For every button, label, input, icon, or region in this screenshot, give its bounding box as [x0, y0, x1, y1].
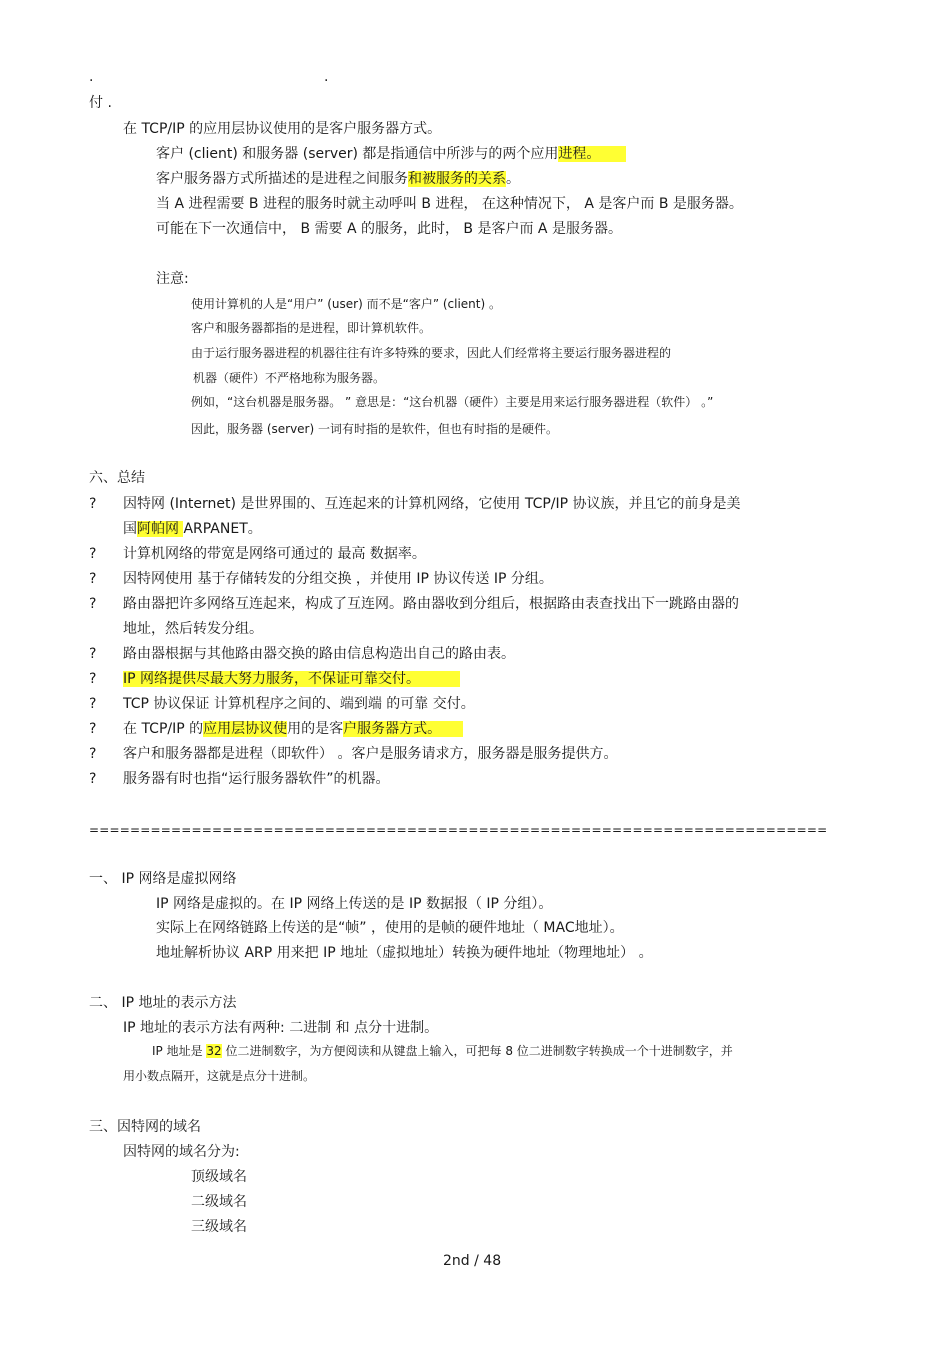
text-run: IP 地址是: [152, 1044, 207, 1058]
bullet-marker: ?: [89, 596, 97, 612]
text-run: 在 TCP/IP 的: [123, 721, 204, 737]
section-title: 六、总结: [89, 470, 145, 486]
bullet-text: TCP 协议保证 计算机程序之间的、端到端 的可靠 交付。: [123, 696, 475, 712]
note-line: 例如，“这台机器是服务器。 ” 意思是：“这台机器（硬件）主要是用来运行服务器进程（软件） 。”: [191, 395, 714, 409]
bullet-text: 地址，然后转发分组。: [123, 621, 263, 637]
text-run: 国: [123, 521, 137, 537]
note-line: 机器（硬件）不严格地称为服务器。: [193, 371, 386, 385]
domain-level: 三级域名: [191, 1219, 247, 1235]
text-run: 。: [506, 171, 520, 187]
bullet-marker: ?: [89, 571, 97, 587]
bullet-marker: ?: [89, 671, 97, 687]
header-dot-left: .: [89, 69, 94, 85]
divider-line: ========================================================================: [89, 823, 828, 837]
note-title: 注意:: [156, 271, 189, 287]
header-dot-right: .: [324, 69, 329, 85]
bullet-text: [123, 670, 460, 688]
note-line: 因此，服务器 (server) 一词有时指的是软件，但也有时指的是硬件。: [191, 422, 558, 436]
section-title: 二、 IP 地址的表示方法: [89, 995, 237, 1011]
paragraph-line: [152, 1043, 733, 1059]
paragraph-line: 在 TCP/IP 的应用层协议使用的是客户服务器方式。: [123, 121, 442, 137]
bullet-text: 路由器把许多网络互连起来，构成了互连网。路由器收到分组后，根据路由表查找出下一跳路由器的: [123, 596, 739, 612]
fragment-text: 付 .: [89, 95, 112, 111]
paragraph-line: 实际上在网络链路上传送的是“帧” ，使用的是帧的硬件地址（ MAC地址）。: [156, 920, 624, 936]
note-line: 使用计算机的人是“用户” (user) 而不是“客户” (client) 。: [191, 297, 501, 311]
paragraph-line: [156, 170, 520, 188]
highlighted-text: 户服务器方式。: [343, 721, 463, 737]
highlighted-text: 阿帕网: [137, 521, 184, 537]
highlighted-text: IP 网络提供尽最大努力服务，不保证可靠交付。: [123, 671, 460, 687]
highlighted-text: 和被服务的关系: [408, 171, 506, 187]
paragraph-line: 地址解析协议 ARP 用来把 IP 地址（虚拟地址）转换为硬件地址（物理地址） 。: [156, 945, 653, 961]
domain-level: 二级域名: [191, 1194, 247, 1210]
section-title: 三、因特网的域名: [89, 1119, 201, 1135]
paragraph-line: 当 A 进程需要 B 进程的服务时就主动呼叫 B 进程， 在这种情况下， A 是客户而 B 是服务器。: [156, 196, 743, 212]
bullet-marker: ?: [89, 696, 97, 712]
paragraph-line: 用小数点隔开，这就是点分十进制。: [123, 1069, 316, 1083]
bullet-text: 客户和服务器都是进程（即软件） 。客户是服务请求方，服务器是服务提供方。: [123, 746, 618, 762]
section-title: 一、 IP 网络是虚拟网络: [89, 871, 237, 887]
text-run: 客户 (client) 和服务器 (server) 都是指通信中所涉与的两个应用: [156, 146, 559, 162]
bullet-marker: ?: [89, 496, 97, 512]
highlighted-text: 应用层协议使: [203, 721, 288, 737]
bullet-text: 因特网使用 基于存储转发的分组交换 ，并使用 IP 协议传送 IP 分组。: [123, 571, 553, 587]
note-line: 客户和服务器都指的是进程，即计算机软件。: [191, 321, 432, 335]
paragraph-line: 因特网的域名分为:: [123, 1144, 240, 1160]
page-number: 2nd / 48: [443, 1253, 502, 1269]
note-line: 由于运行服务器进程的机器往往有许多特殊的要求，因此人们经常将主要运行服务器进程的: [191, 346, 672, 360]
bullet-text: 服务器有时也指“运行服务器软件”的机器。: [123, 771, 390, 787]
text-run: 客户服务器方式所描述的是进程之间服务: [156, 171, 408, 187]
bullet-marker: ?: [89, 771, 97, 787]
bullet-text: 因特网 (Internet) 是世界围的、互连起来的计算机网络，它使用 TCP/IP 协议族，并且它的前身是美: [123, 496, 741, 512]
bullet-text: [123, 520, 262, 538]
paragraph-line: 可能在下一次通信中， B 需要 A 的服务，此时， B 是客户而 A 是服务器。: [156, 221, 622, 237]
bullet-marker: ?: [89, 721, 97, 737]
highlighted-text: 32: [206, 1044, 222, 1058]
text-run: ARPANET。: [183, 521, 262, 537]
bullet-marker: ?: [89, 546, 97, 562]
text-run: 用的是客: [287, 721, 344, 737]
bullet-text: 路由器根据与其他路由器交换的路由信息构造出自己的路由表。: [123, 646, 515, 662]
bullet-marker: ?: [89, 746, 97, 762]
bullet-text: [123, 720, 463, 738]
bullet-marker: ?: [89, 646, 97, 662]
domain-level: 顶级域名: [191, 1169, 247, 1185]
text-run: 位二进制数字，为方便阅读和从键盘上输入，可把每 8 位二进制数字转换成一个十进制数字，并: [221, 1044, 733, 1058]
bullet-text: 计算机网络的带宽是网络可通过的 最高 数据率。: [123, 546, 426, 562]
highlighted-text: 进程。: [558, 146, 626, 162]
paragraph-line: IP 地址的表示方法有两种: 二进制 和 点分十进制。: [123, 1020, 439, 1036]
paragraph-line: IP 网络是虚拟的。在 IP 网络上传送的是 IP 数据报（ IP 分组）。: [156, 896, 553, 912]
paragraph-line: [156, 145, 626, 163]
